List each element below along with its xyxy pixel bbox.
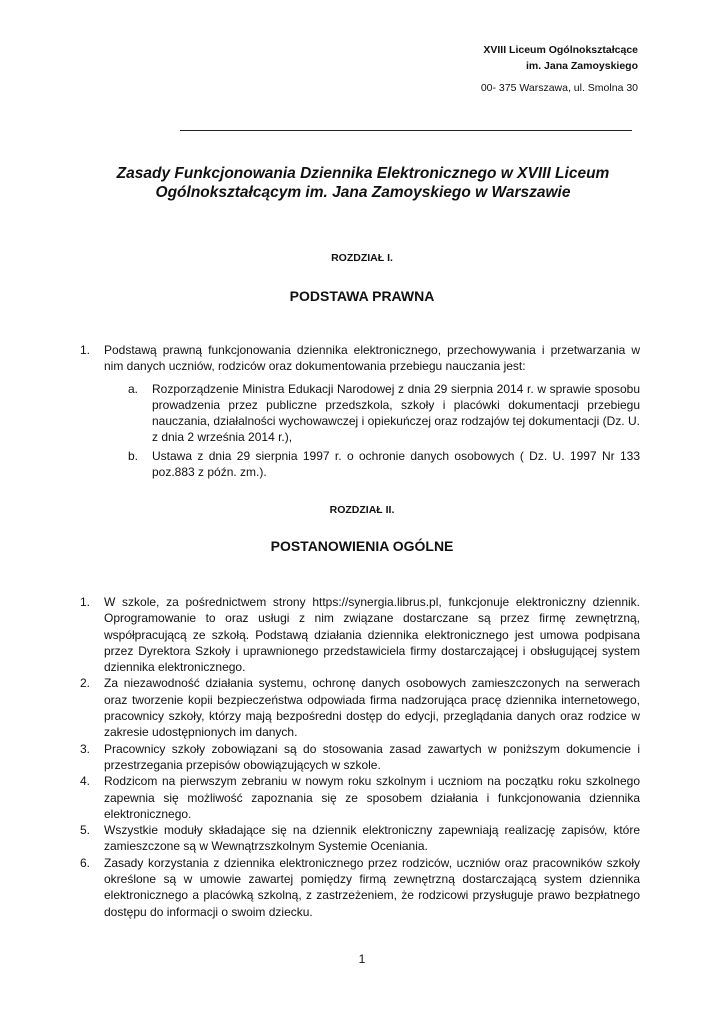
list-item: 4. Rodzicom na pierwszym zebraniu w nowym roku szkolnym i uczniom na początku roku szkolnego zapewnia się możliwość zapoznania się ze sposobem działania i funkcjonowania dziennika elektronicznego. (80, 774, 640, 821)
list-item-text: Rodzicom na pierwszym zebraniu w nowym roku szkolnym i uczniom na początku roku szkolnego zapewnia się możliwość zapoznania się ze sposobem działania i funkcjonowania dziennika elektronicznego. (104, 774, 640, 821)
page-number: 1 (358, 952, 366, 966)
list-item-text: W szkole, za pośrednictwem strony https://synergia.librus.pl, funkcjonuje elektroniczny dziennik. Oprogramowanie to oraz usługi z nim związane dostarczane są przez firmę zewnętrzną, współpracującą ze szkołą. Podstawą działania dziennika elektronicznego jest umowa podpisana przez Dyrektora Szkoły i uprawnionego przedstawiciela firmy dostarczającej i obsługującej system dziennika elektronicznego. (104, 595, 640, 675)
school-address: 00- 375 Warszawa, ul. Smolna 30 (480, 82, 638, 94)
chapter-2-name: POSTANOWIENIA OGÓLNE (270, 538, 454, 554)
list-item: 6. Zasady korzystania z dziennika elektronicznego przez rodziców, uczniów oraz pracowników szkoły określone są w umowie zawartej pomiędzy firmą zewnętrzną dostarczającą system dziennika elektronicznego a placówką szkolną, z zastrzeżeniem, że rodzicowi przysługuje prawo bezpłatnego dostępu do informacji o swoim dziecku. (80, 855, 640, 919)
list-item-text: Zasady korzystania z dziennika elektronicznego przez rodziców, uczniów oraz pracowników szkoły określone są w umowie zawartej pomiędzy firmą zewnętrzną dostarczającą system dziennika elektronicznego a placówką szkolną, z zastrzeżeniem, że rodzicowi przysługuje prawo bezpłatnego dostępu do informacji o swoim dziecku. (104, 855, 640, 919)
list-item: 3. Pracownicy szkoły zobowiązani są do stosowania zasad zawartych w poniższym dokumencie i przestrzegania przepisów obowiązujących w szkole. (80, 741, 640, 772)
header-divider (180, 130, 632, 131)
document-title: Zasady Funkcjonowania Dziennika Elektronicznego w XVIII Liceum Ogólnokształcącym im. Jana Zamoyskiego w Warszawie (116, 165, 610, 201)
list-item: 1. W szkole, za pośrednictwem strony https://synergia.librus.pl, funkcjonuje elektroniczny dziennik. Oprogramowanie to oraz usługi z nim związane dostarczane są przez firmę zewnętrzną, współpracującą ze szkołą. Podstawą działania dziennika elektronicznego jest umowa podpisana przez Dyrektora Szkoły i uprawnionego przedstawiciela firmy dostarczającej i obsługującej system dziennika elektronicznego. (80, 595, 640, 675)
list-item-text: Wszystkie moduły składające się na dziennik elektroniczny zapewniają realizację zapisów, które zamieszczone są w Wewnątrzszkolnym Systemie Oceniania. (104, 823, 640, 854)
sublist-item-text: Ustawa z dnia 29 sierpnia 1997 r. o ochronie danych osobowych ( Dz. U. 1997 Nr 133 poz.883 z późn. zm.). (152, 448, 640, 480)
chapter-1-name: PODSTAWA PRAWNA (289, 288, 435, 304)
chapter-2-label: ROZDZIAŁ II. (329, 504, 395, 516)
list-item: 5. Wszystkie moduły składające się na dziennik elektroniczny zapewniają realizację zapisów, które zamieszczone są w Wewnątrzszkolnym Systemie Oceniania. (80, 823, 640, 854)
sublist-item-text: Rozporządzenie Ministra Edukacji Narodowej z dnia 29 sierpnia 2014 r. w sprawie sposobu prowadzenia przez publiczne przedszkola, szkoły i placówki dokumentacji przebiegu nauczania, działalności wychowawczej i opiekuńczej oraz rodzajów tej dokumentacji (Dz. U. z dnia 2 września 2014 r.), (152, 381, 640, 445)
school-patron: im. Jana Zamoyskiego (525, 60, 638, 72)
school-name: XVIII Liceum Ogólnokształcące (483, 44, 638, 56)
chapter-1-label: ROZDZIAŁ I. (331, 252, 393, 264)
sublist-item: a. Rozporządzenie Ministra Edukacji Narodowej z dnia 29 sierpnia 2014 r. w sprawie sposobu prowadzenia przez publiczne przedszkola, szkoły i placówki dokumentacji przebiegu nauczania, działalności wychowawczej i opiekuńczej oraz rodzajów tej dokumentacji (Dz. U. z dnia 2 września 2014 r.), (128, 381, 640, 445)
list-item-text: Pracownicy szkoły zobowiązani są do stosowania zasad zawartych w poniższym dokumencie i przestrzegania przepisów obowiązujących w szkole. (104, 741, 640, 772)
list-item-text: Za niezawodność działania systemu, ochronę danych osobowych zamieszczonych na serwerach oraz tworzenie kopii bezpieczeństwa odpowiada firma nadzorująca pracę dziennika internetowego, pracownicy szkoły, którzy mają bezpośredni dostęp do edycji, przeglądania danych oraz rodzice w zakresie udostępnionych im danych. (104, 676, 640, 740)
list-item: 2. Za niezawodność działania systemu, ochronę danych osobowych zamieszczonych na serwerach oraz tworzenie kopii bezpieczeństwa odpowiada firma nadzorująca pracę dziennika internetowego, pracownicy szkoły, którzy mają bezpośredni dostęp do edycji, przeglądania danych oraz rodzice w zakresie udostępnionych im danych. (80, 676, 640, 740)
chapter-1-sublist (104, 381, 640, 481)
chapter-1-list (80, 342, 640, 480)
list-item-text: Podstawą prawną funkcjonowania dziennika elektronicznego, przechowywania i przetwarzania w nim danych uczniów, rodziców oraz dokumentowania przebiegu nauczania jest: (104, 343, 640, 374)
chapter-2-list (80, 594, 640, 920)
sublist-item: b. Ustawa z dnia 29 sierpnia 1997 r. o ochronie danych osobowych ( Dz. U. 1997 Nr 133 poz.883 z późn. zm.). (128, 448, 640, 480)
list-item: 1. Podstawą prawną funkcjonowania dziennika elektronicznego, przechowywania i przetwarzania w nim danych uczniów, rodziców oraz dokumentowania przebiegu nauczania jest: a. Rozporządzenie Ministra Edukacji Narodowej z dnia 29 sierpnia 2014 r. w sprawie sposobu prowadzenia przez publiczne przedszkola, szkoły i placówki dokumentacji przebiegu nauczania, działalności wychowawczej i opiekuńczej oraz rodzajów tej dokumentacji (Dz. U. z dnia 2 września 2014 r.), b. Ustawa z dnia 29 sierpnia 1997 r. o ochronie danych osobowych ( Dz. U. 1997 Nr 133 poz.883 z późn. zm.). (80, 343, 640, 480)
